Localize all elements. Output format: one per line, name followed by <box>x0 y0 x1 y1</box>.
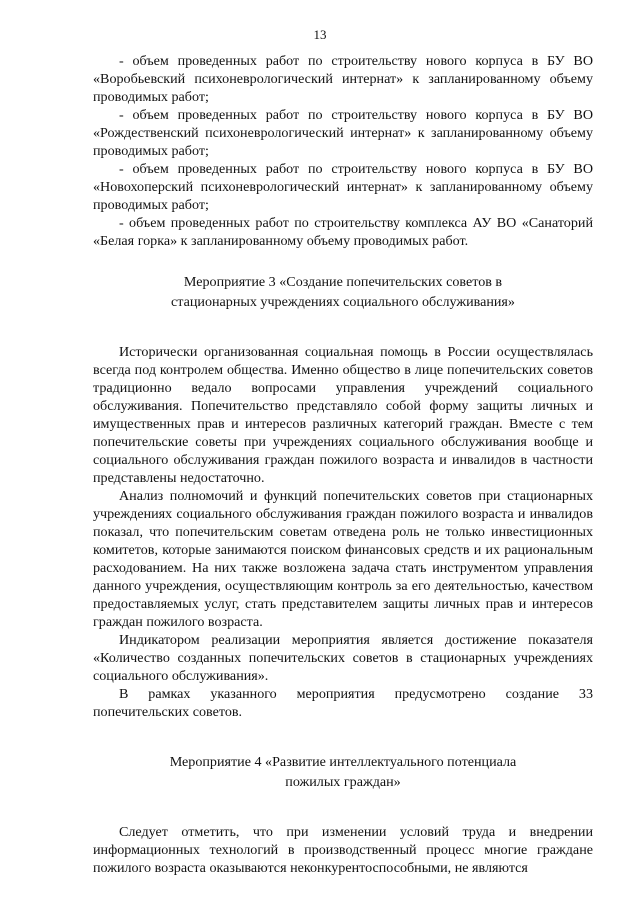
intro-item: - объем проведенных работ по строительству нового корпуса в БУ ВО «Воробьевский психоневрологический интернат» к запланированному объему проводимых работ; <box>93 53 593 105</box>
page-number: 13 <box>313 27 327 42</box>
section-heading-3-line-1: Мероприятие 3 «Создание попечительских советов в <box>183 274 503 290</box>
section-3-paragraph: В рамках указанного мероприятия предусмотрено создание 33 попечительских советов. <box>93 686 593 720</box>
intro-item: - объем проведенных работ по строительству нового корпуса в БУ ВО «Новохоперский психоневрологический интернат» к запланированному объему проводимых работ; <box>93 161 593 213</box>
section-heading-3 <box>93 272 593 312</box>
section-4-paragraph: Следует отметить, что при изменении условий труда и внедрении информационных технологий в производственный процесс многие граждане пожилого возраста оказываются неконкурентоспособными, не являются <box>93 824 593 876</box>
section-3-paragraph: Исторически организованная социальная помощь в России осуществлялась всегда под контролем общества. Именно общество в лице попечительских советов традиционно ведало вопросами управления учреждений социального обслуживания. Попечительство представляло собой форму защиты личных и имущественных прав и интересов различных категорий граждан. Вместе с тем попечительские советы при учреждениях социального обслуживания вообще и социального обслуживания граждан пожилого возраста и инвалидов в частности представлены недостаточно. <box>93 344 593 486</box>
section-heading-4 <box>93 752 593 792</box>
page-body <box>93 52 593 877</box>
section-heading-4-line-1: Мероприятие 4 «Развитие интеллектуального потенциала <box>169 754 517 770</box>
section-3-paragraph: Индикатором реализации мероприятия является достижение показателя «Количество созданных попечительских советов в стационарных учреждениях социального обслуживания». <box>93 632 593 684</box>
section-heading-4-line-2: пожилых граждан» <box>285 774 401 790</box>
intro-item: - объем проведенных работ по строительству нового корпуса в БУ ВО «Рождественский психоневрологический интернат» к запланированному объему проводимых работ; <box>93 107 593 159</box>
section-3-paragraph: Анализ полномочий и функций попечительских советов при стационарных учреждениях социального обслуживания граждан пожилого возраста и инвалидов показал, что попечительским советам отведена роль не только инвестиционных комитетов, которые занимаются поиском финансовых средств и их рациональным расходованием. На них также возложена задача стать инструментом управления данного учреждения, осуществляющим контроль за его деятельностью, качеством предоставляемых услуг, стать представителем защиты личных прав и интересов граждан пожилого возраста. <box>93 488 593 630</box>
intro-item: - объем проведенных работ по строительству комплекса АУ ВО «Санаторий «Белая горка» к запланированному объему проводимых работ. <box>93 215 593 249</box>
section-heading-3-line-2: стационарных учреждениях социального обслуживания» <box>171 294 515 310</box>
